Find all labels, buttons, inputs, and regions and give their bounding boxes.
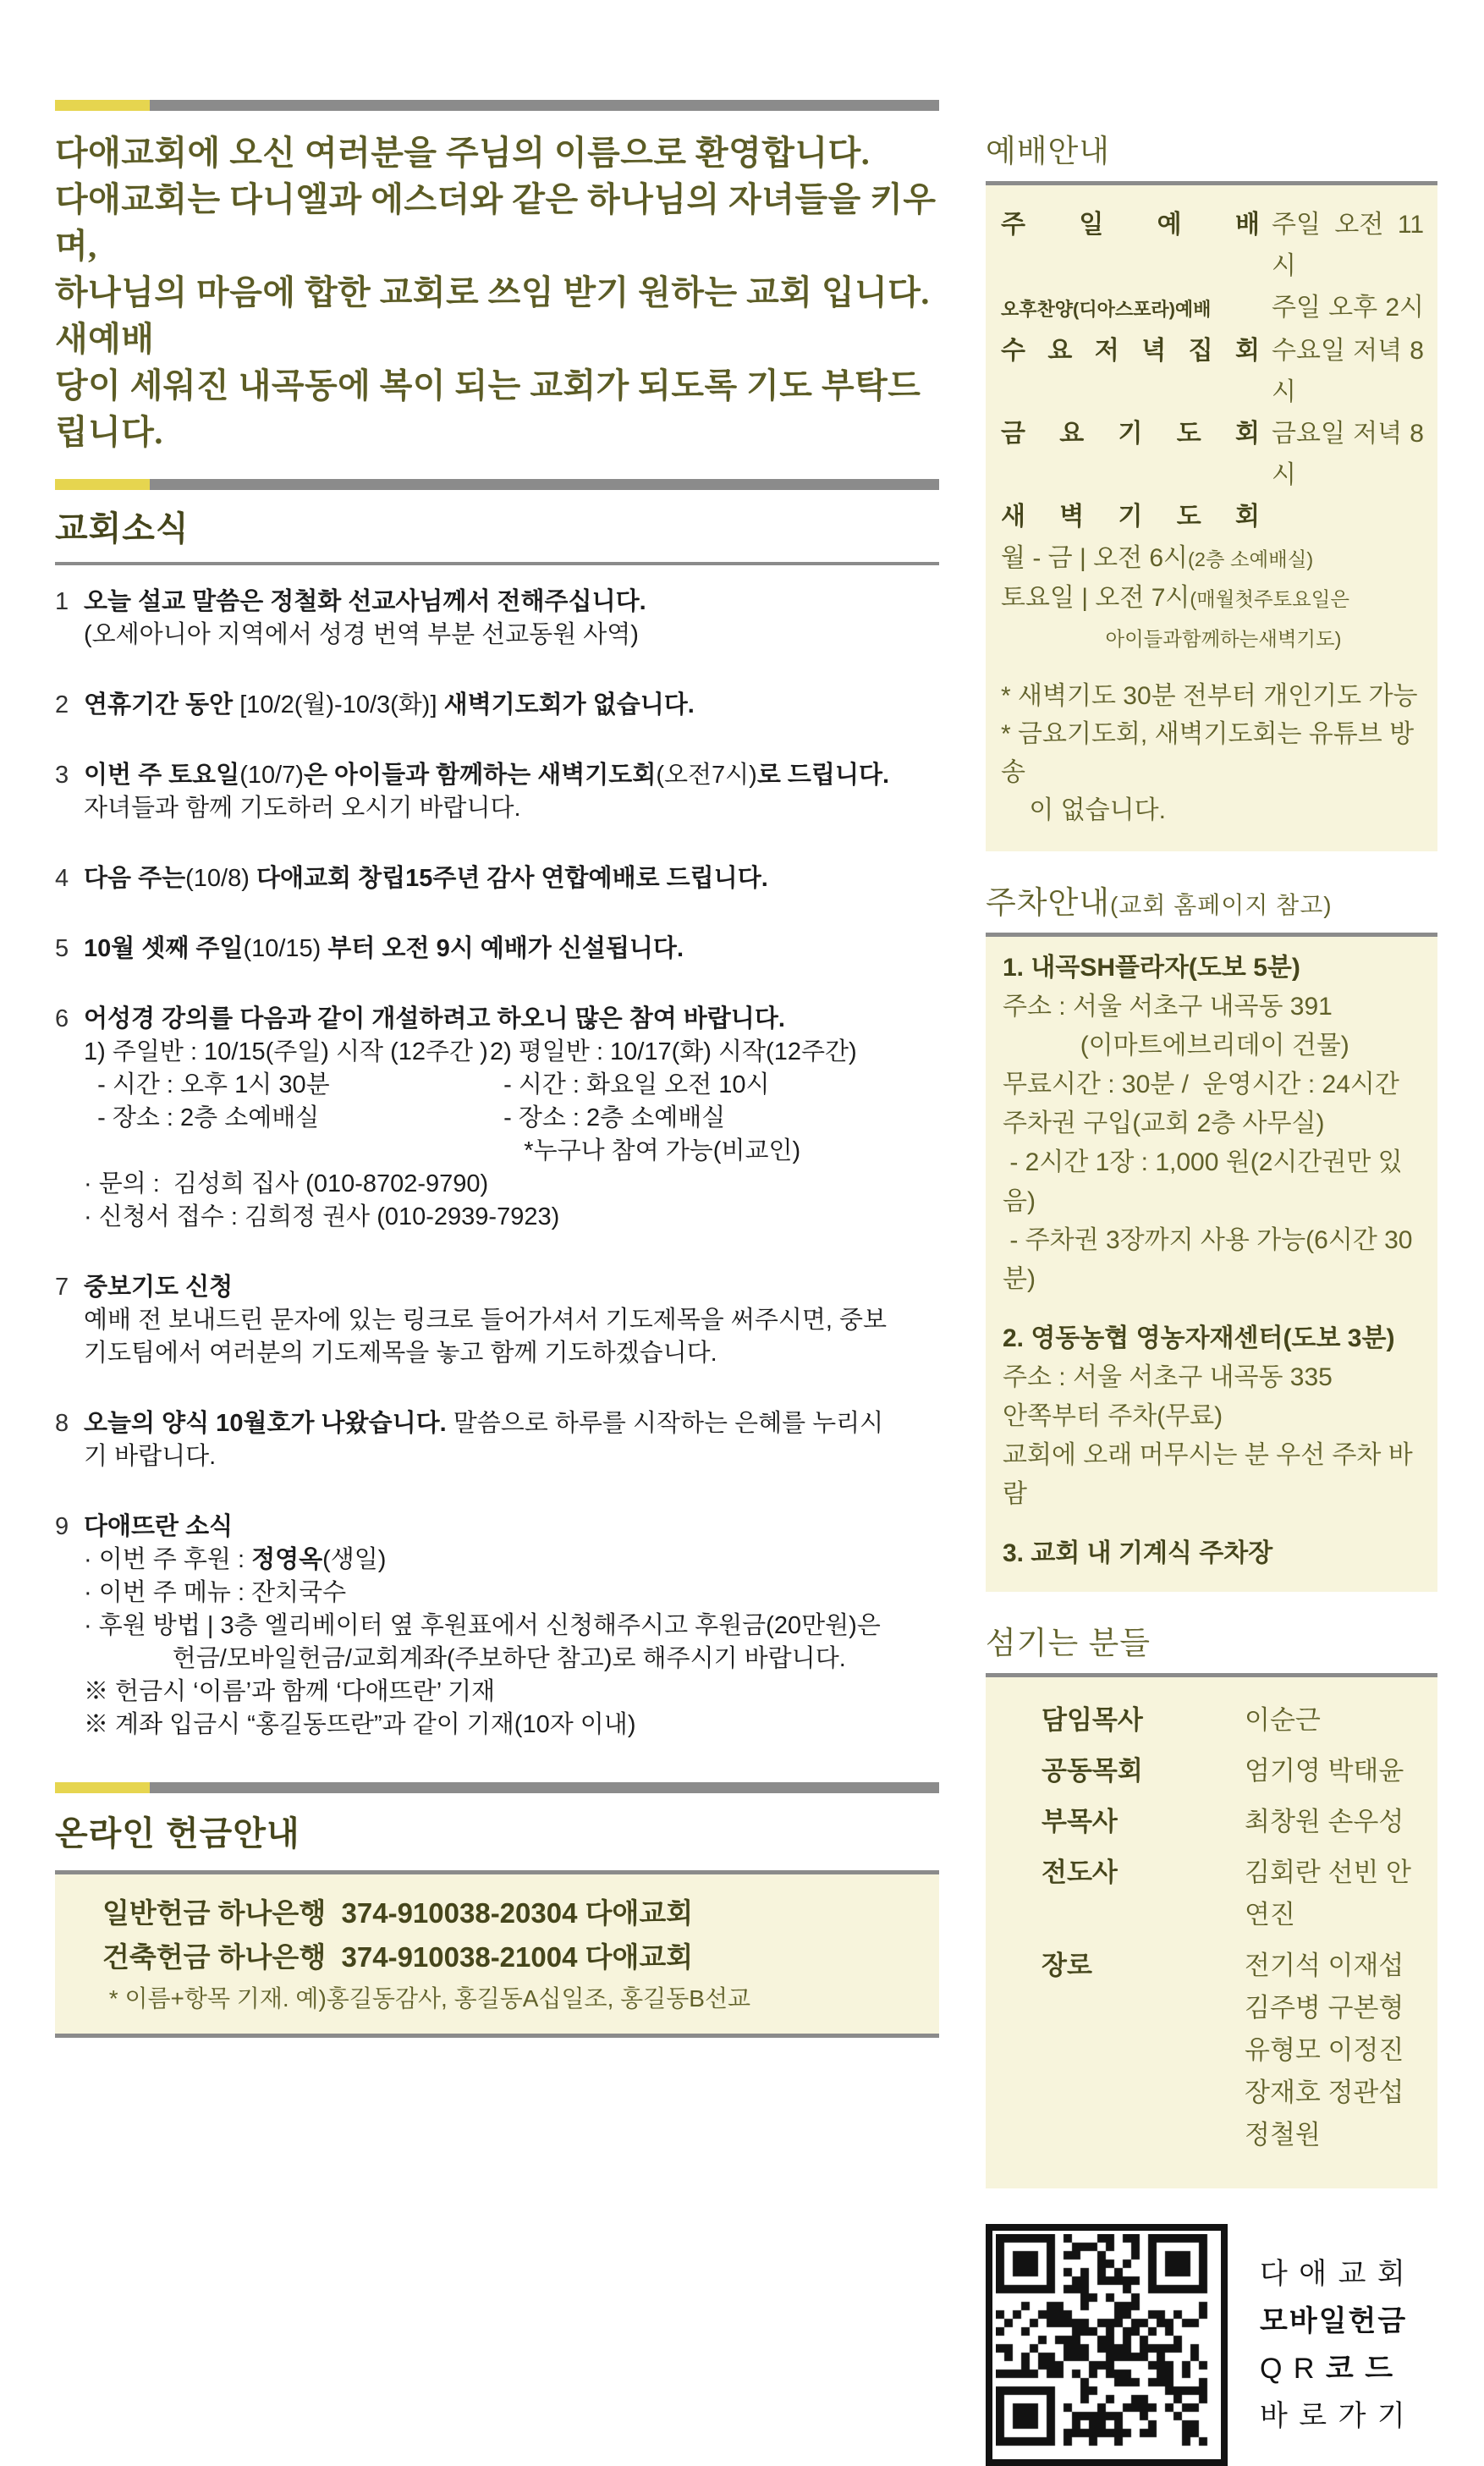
worship-row-value: 주일 오후 2시 <box>1272 294 1424 322</box>
servant-name-line: 유형모 이정진 <box>1245 2035 1404 2065</box>
text-line <box>1003 1299 1429 1319</box>
text-segment: (이마트에브리데이 건물) <box>1003 1032 1349 1060</box>
servants-title: 섬기는 분들 <box>986 1626 1151 1660</box>
text-line <box>84 1003 939 1036</box>
servant-role: 부목사 <box>1042 1807 1118 1836</box>
text-line <box>490 1102 939 1135</box>
text-segment: [10/2(월)-10/3(화)] <box>239 691 444 718</box>
worship-row <box>1001 204 1424 287</box>
worship-schedule-rows <box>1001 204 1424 537</box>
worship-row <box>1001 287 1424 330</box>
text-segment: 무료시간 : 30분 / 운영시간 : 24시간 <box>1003 1071 1399 1098</box>
worship-row-value: 주일 오전 11시 <box>1272 211 1424 280</box>
text-line <box>84 1407 939 1440</box>
text-line <box>84 1168 939 1201</box>
welcome-message <box>55 129 939 455</box>
text-segment: * 이름+항목 기재. 예)홍길동감사, 홍길동A십일조, 홍길동B선교 <box>102 1985 751 2012</box>
news-item-number: 5 <box>55 935 69 962</box>
text-segment: 새벽기도회가 없습니다. <box>443 691 695 718</box>
text-line <box>1003 988 1429 1027</box>
text-segment: 오늘 설교 말씀은 정철화 선교사님께서 전해주십니다. <box>84 588 646 615</box>
text-line <box>1001 715 1424 791</box>
news-item-body <box>84 1271 939 1370</box>
text-line <box>490 1135 939 1168</box>
text-segment: 교회에 오래 머무시는 분 우선 주차 바람 <box>1003 1441 1413 1508</box>
news-item-number: 8 <box>55 1410 69 1437</box>
text-line <box>84 1676 939 1709</box>
text-segment: 기 바랍니다. <box>84 1443 217 1470</box>
worship-row-label: 금 요 기 도 회 <box>1001 420 1260 448</box>
accent-bar-offering <box>55 1782 939 1793</box>
text-line <box>1001 658 1424 677</box>
text-segment: - 시간 : 화요일 오전 10시 <box>490 1071 770 1098</box>
text-segment: 이번 주 토요일 <box>84 762 240 789</box>
text-segment: ※ 계좌 입금시 “홍길동뜨란”과 같이 기재(10자 이내) <box>84 1711 636 1738</box>
text-segment: (2층 소예배실) <box>1188 548 1314 570</box>
text-line <box>1003 1065 1429 1104</box>
servant-names <box>1207 1699 1429 1742</box>
news-item-number: 6 <box>55 1005 69 1032</box>
text-segment: * 금요기도회, 새벽기도회는 유튜브 방송 <box>1001 720 1415 786</box>
text-line <box>84 586 939 619</box>
text-line <box>84 1643 939 1676</box>
text-segment: 10월 셋째 주일 <box>84 935 244 962</box>
servants-box <box>986 1673 1437 2188</box>
text-segment: 기도팀에서 여러분의 기도제목을 놓고 함께 기도하겠습니다. <box>84 1340 717 1367</box>
text-line <box>84 1036 490 1069</box>
text-segment: (10/15) <box>243 935 328 962</box>
text-line <box>1003 1397 1429 1436</box>
text-line <box>1001 579 1424 619</box>
text-segment: 2) 평일반 : 10/17(화) 시작(12주간) <box>490 1038 857 1065</box>
text-segment: 부터 오전 9시 예배가 신설됩니다. <box>327 935 684 962</box>
text-line <box>84 759 939 792</box>
text-segment: (오전7시) <box>656 762 757 789</box>
church-news-rule <box>55 562 939 565</box>
text-line <box>1001 791 1424 829</box>
text-segment: 주차권 구입(교회 2층 사무실) <box>1003 1109 1325 1137</box>
text-segment: 바 로 가 기 <box>1260 2400 1407 2432</box>
news-item-column <box>84 1036 490 1168</box>
left-column <box>55 0 939 2099</box>
text-segment: · 후원 방법 | 3층 엘리베이터 옆 후원표에서 신청해주시고 후원금(20만원)은 <box>84 1612 881 1639</box>
text-segment: ※ 헌금시 ‘이름’과 함께 ‘다애뜨란’ 기재 <box>84 1678 496 1705</box>
worship-row <box>1001 413 1424 496</box>
news-item <box>55 1511 939 1742</box>
text-line <box>1001 677 1424 715</box>
servant-row <box>1042 1750 1429 1792</box>
text-line <box>1260 2298 1407 2345</box>
worship-detail-lines <box>1001 539 1424 829</box>
servant-name-line: 최창원 손우성 <box>1245 1807 1404 1836</box>
news-item-number: 4 <box>55 865 69 892</box>
accent-bar-top-left <box>55 100 939 111</box>
text-segment: - 2시간 1장 : 1,000 원(2시간권만 있음) <box>1003 1148 1403 1215</box>
text-line <box>1003 1436 1429 1514</box>
text-segment: 토요일 | 오전 7시 <box>1001 584 1190 612</box>
text-segment: 중보기도 신청 <box>84 1274 234 1301</box>
parking-guide-title <box>986 877 1437 922</box>
text-line <box>84 1511 939 1544</box>
text-segment: 다애교회 창립15주년 감사 연합예배로 드립니다. <box>256 865 768 892</box>
servant-row <box>1042 1852 1429 1936</box>
text-segment: 어성경 강의를 다음과 같이 개설하려고 하오니 많은 참여 바랍니다. <box>84 1005 785 1032</box>
news-item <box>55 586 939 652</box>
welcome-line: 다애교회는 다니엘과 에스더와 같은 하나님의 자녀들을 키우며, <box>55 180 937 265</box>
text-segment: 코 드 <box>1325 2353 1395 2385</box>
servant-row <box>1042 1801 1429 1843</box>
text-segment: 다음 주는 <box>84 865 186 892</box>
text-segment: 주소 : 서울 서초구 내곡동 335 <box>1003 1363 1333 1391</box>
text-segment: 이 없습니다. <box>1001 796 1166 824</box>
text-line <box>1003 949 1429 988</box>
text-line <box>490 1036 939 1069</box>
text-line <box>84 933 939 966</box>
text-line <box>84 1102 490 1135</box>
text-line <box>84 619 939 652</box>
text-line <box>1003 1221 1429 1299</box>
qr-code-pattern <box>996 2234 1217 2456</box>
servant-row <box>1042 1945 1429 2156</box>
news-item-body <box>84 933 939 966</box>
church-news-list <box>55 586 939 1779</box>
text-segment: 예배 전 보내드린 문자에 있는 링크로 들어가셔서 기도제목을 써주시면, 중보 <box>84 1307 888 1334</box>
text-line <box>1001 619 1424 658</box>
text-segment: 안쪽부터 주차(무료) <box>1003 1402 1223 1430</box>
text-segment: 아이들과함께하는새벽기도) <box>1001 628 1342 650</box>
text-line <box>490 1069 939 1102</box>
servant-names <box>1207 1852 1429 1936</box>
parking-guide-box <box>986 933 1437 1592</box>
text-segment: · 문의 : 김성희 집사 (010-8702-9790) <box>84 1170 489 1197</box>
news-item-columns <box>84 1036 939 1168</box>
parking-title-text: 주차안내 <box>986 885 1110 920</box>
news-item <box>55 1407 939 1473</box>
text-segment: 2. 영동농협 영농자재센터(도보 3분) <box>1003 1324 1395 1352</box>
news-item-body <box>84 1511 939 1742</box>
worship-row-label: 수 요 저 녁 집 회 <box>1001 337 1260 365</box>
news-item-body <box>84 862 939 895</box>
text-segment: · 이번 주 메뉴 : 잔치국수 <box>84 1579 347 1606</box>
servant-role: 전도사 <box>1042 1858 1118 1887</box>
worship-guide-title: 예배안내 <box>986 134 1110 168</box>
text-line <box>1003 1358 1429 1397</box>
news-item-body <box>84 1003 939 1234</box>
worship-row-value: 수요일 저녁 8시 <box>1272 337 1424 406</box>
servant-name-line: 이순근 <box>1245 1705 1321 1735</box>
worship-row-value: 금요일 저녁 8시 <box>1272 420 1424 489</box>
news-item-body <box>84 759 939 825</box>
text-segment: (매월첫주토요일은 <box>1190 588 1349 610</box>
servant-name-line: 엄기영 박태윤 <box>1245 1756 1404 1786</box>
text-segment: 1. 내곡SH플라자(도보 5분) <box>1003 954 1300 982</box>
welcome-line: 하나님의 마음에 합한 교회로 쓰임 받기 원하는 교회 입니다. 새예배 <box>55 273 939 358</box>
servant-name-line: 김주병 구본형 <box>1245 1993 1404 2023</box>
text-segment: - 주차권 3장까지 사용 가능(6시간 30분) <box>1003 1226 1413 1293</box>
text-segment: (생일) <box>322 1546 387 1573</box>
text-line <box>84 1610 939 1643</box>
servant-names <box>1207 1945 1429 2156</box>
servant-names <box>1207 1801 1429 1843</box>
qr-code <box>986 2224 1228 2466</box>
text-line <box>1260 2345 1407 2392</box>
text-line <box>1001 539 1424 579</box>
news-item <box>55 1003 939 1234</box>
servant-name-line: 장재호 정관섭 <box>1245 2078 1404 2107</box>
accent-bar-news <box>55 479 939 490</box>
news-item-column <box>490 1036 939 1168</box>
servant-role: 장로 <box>1042 1951 1092 1980</box>
text-segment: · 이번 주 후원 : <box>84 1546 252 1573</box>
text-line <box>84 1271 939 1304</box>
text-segment: 모바일헌금 <box>1260 2305 1408 2337</box>
text-segment: 오늘의 양식 10월호가 나왔습니다. <box>84 1410 447 1437</box>
news-item-number: 2 <box>55 691 69 718</box>
text-segment: 말씀으로 하루를 시작하는 은혜를 누리시 <box>446 1410 884 1437</box>
text-line <box>1003 1514 1429 1534</box>
news-item <box>55 759 939 825</box>
text-segment: * 새벽기도 30분 전부터 개인기도 가능 <box>1001 682 1418 710</box>
text-segment: (오세아니아 지역에서 성경 번역 부분 선교동원 사역) <box>84 621 639 648</box>
church-news-title: 교회소식 <box>55 510 190 548</box>
news-item-number: 3 <box>55 762 69 789</box>
worship-row <box>1001 330 1424 413</box>
text-segment: (10/7) <box>239 762 304 789</box>
qr-caption <box>1260 2250 1407 2440</box>
online-offering-section <box>55 1782 939 2038</box>
text-segment: 3. 교회 내 기계식 주차장 <box>1003 1539 1273 1567</box>
servant-name-line: 전기석 이재섭 <box>1245 1951 1404 1980</box>
right-column <box>986 0 1437 2432</box>
text-segment: - 장소 : 2층 소예배실 <box>84 1104 320 1131</box>
text-line <box>84 1069 490 1102</box>
text-line <box>84 792 939 825</box>
welcome-line: 당이 세워진 내곡동에 복이 되는 교회가 되도록 기도 부탁드립니다. <box>55 366 921 451</box>
servant-names <box>1207 1750 1429 1792</box>
text-line <box>84 689 939 722</box>
text-line <box>84 862 939 895</box>
welcome-line: 다애교회에 오신 여러분을 주님의 이름으로 환영합니다. <box>55 134 871 172</box>
servant-row <box>1042 1699 1429 1742</box>
servant-name-line: 김회란 선빈 안연진 <box>1245 1858 1411 1929</box>
text-line <box>84 1201 939 1234</box>
text-line <box>1260 2392 1407 2440</box>
text-line <box>102 1891 922 1935</box>
news-item <box>55 689 939 722</box>
text-line <box>1003 1104 1429 1143</box>
text-segment: *누구나 참여 가능(비교인) <box>490 1137 801 1164</box>
online-offering-box <box>55 1870 939 2038</box>
text-segment: - 장소 : 2층 소예배실 <box>490 1104 726 1131</box>
text-segment: · 신청서 접수 : 김희정 권사 (010-2939-7923) <box>84 1203 560 1230</box>
news-item-number: 9 <box>55 1513 69 1540</box>
text-line <box>1260 2250 1407 2298</box>
text-line <box>84 1577 939 1610</box>
text-line <box>1003 1027 1429 1065</box>
text-line <box>1003 1143 1429 1221</box>
online-offering-title: 온라인 헌금안내 <box>55 1815 300 1852</box>
news-item-body <box>84 586 939 652</box>
text-segment: 연휴기간 동안 <box>84 691 240 718</box>
text-segment: Q R <box>1260 2353 1326 2385</box>
text-segment: 은 아이들과 함께하는 새벽기도회 <box>303 762 657 789</box>
news-item-body <box>84 689 939 722</box>
text-line <box>1003 1534 1429 1573</box>
news-item <box>55 1271 939 1370</box>
text-segment: 1) 주일반 : 10/15(주일) 시작 (12주간 ) <box>84 1038 488 1065</box>
text-line <box>1003 1319 1429 1358</box>
text-segment: 헌금/모바일헌금/교회계좌(주보하단 참고)로 해주시기 바랍니다. <box>84 1645 846 1672</box>
text-segment: 다 애 교 회 <box>1260 2258 1407 2290</box>
servant-role: 담임목사 <box>1042 1705 1143 1735</box>
text-segment: 자녀들과 함께 기도하러 오시기 바랍니다. <box>84 795 521 822</box>
servant-role: 공동목회 <box>1042 1756 1143 1786</box>
text-segment: 로 드립니다. <box>756 762 890 789</box>
text-segment: - 시간 : 오후 1시 30분 <box>84 1071 330 1098</box>
text-segment: 다애뜨란 소식 <box>84 1513 234 1540</box>
worship-row <box>1001 496 1424 537</box>
worship-row-label: 주 일 예 배 <box>1001 211 1260 239</box>
news-item <box>55 933 939 966</box>
news-item-body <box>84 1407 939 1473</box>
servant-name-line: 정철원 <box>1245 2120 1321 2149</box>
worship-guide-box <box>986 181 1437 851</box>
news-item-number: 1 <box>55 588 69 615</box>
text-segment: 건축헌금 하나은행 374-910038-21004 다애교회 <box>102 1941 694 1973</box>
text-line <box>84 1337 939 1370</box>
parking-title-note: (교회 홈페이지 참고) <box>1109 892 1333 918</box>
text-line <box>84 1440 939 1473</box>
text-line <box>84 1304 939 1337</box>
qr-section <box>986 2224 1437 2466</box>
text-segment: 정영옥 <box>251 1546 323 1573</box>
text-segment: (10/8) <box>185 865 256 892</box>
text-segment: 주소 : 서울 서초구 내곡동 391 <box>1003 993 1333 1021</box>
worship-row-label: 새 벽 기 도 회 <box>1001 503 1260 531</box>
text-segment: 월 - 금 | 오전 6시 <box>1001 544 1189 572</box>
text-segment: 일반헌금 하나은행 374-910038-20304 다애교회 <box>102 1897 694 1929</box>
text-line <box>84 1709 939 1742</box>
news-item-number: 7 <box>55 1274 69 1301</box>
text-line <box>102 1979 922 2018</box>
text-line <box>102 1935 922 1979</box>
text-line <box>84 1544 939 1577</box>
news-item <box>55 862 939 895</box>
worship-row-label: 오후찬양(디아스포라)예배 <box>1001 299 1212 320</box>
